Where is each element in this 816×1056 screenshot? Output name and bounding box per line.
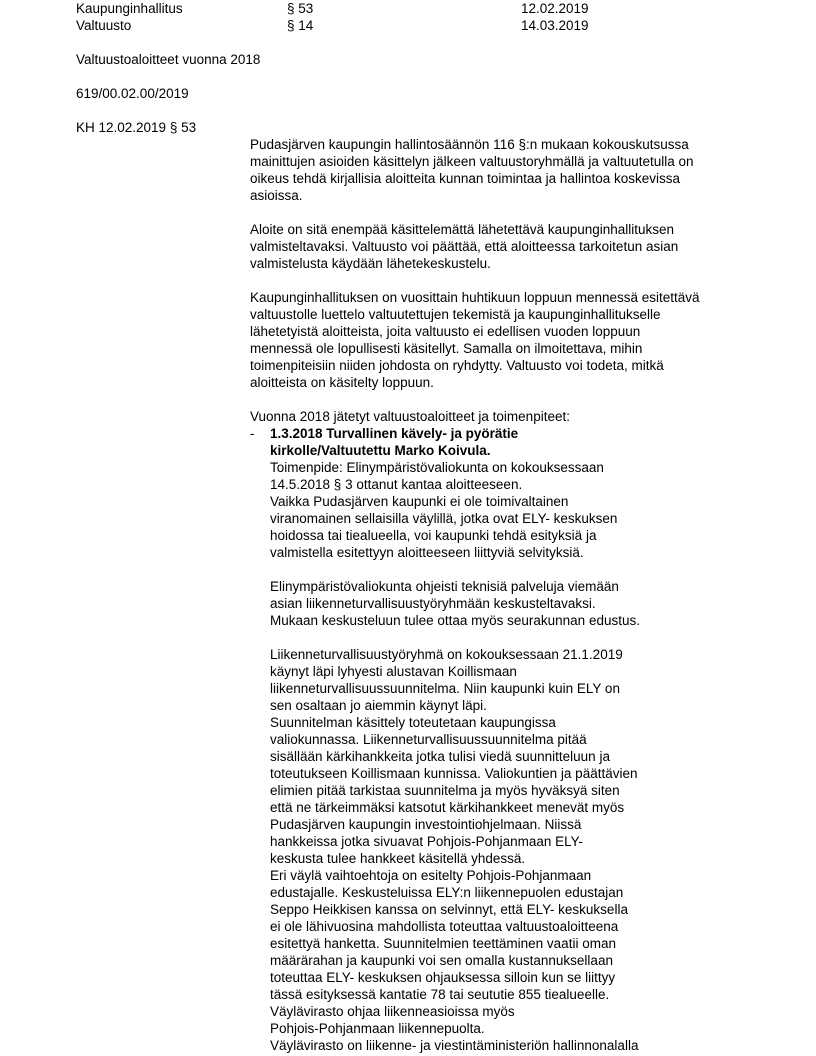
header-body: Valtuusto — [76, 18, 132, 33]
list-item-paragraph: Elinympäristövaliokunta ohjeisti teknisiä palveluja viemään asian liikenneturvallisuustyöryhmään keskusteltavaksi. Mukaan keskusteluun tulee ottaa myös seurakunnan edustus. — [270, 579, 640, 628]
header-row — [76, 0, 776, 17]
header-row — [76, 17, 776, 34]
list-bullet: - — [250, 426, 255, 441]
document-title: Valtuustoaloitteet vuonna 2018 — [76, 52, 261, 67]
list-item-paragraph: Toimenpide: Elinympäristövaliokunta on kokouksessaan 14.5.2018 § 3 ottanut kantaa aloitteeseen. Vaikka Pudasjärven kaupunki ei ole toimivaltainen viranomainen sellaisilla väylillä, jotka ovat ELY- keskuksen hoidossa tai tiealueella, voi kaupunki tehdä esityksiä ja valmistella esitettyyn aloitteeseen liittyviä selvityksiä. — [270, 460, 618, 560]
list-item-paragraph: Liikenneturvallisuustyöryhmä on kokouksessaan 21.1.2019 käynyt läpi lyhyesti alustavan Koillismaan liikenneturvallisuussuunnitelma. Niin kaupunki kuin ELY on sen osaltaan jo aiemmin käynyt läpi. Suunnitelman käsittely toteutetaan kaupungissa valiokunnassa. Liikenneturvallisuussuunnitelma pitää sisällään kärkihankkeita jotka tulisi viedä suunnitteluun ja toteutukseen Koillismaan kunnissa. Valiokuntien ja päättävien elimien pitää tarkistaa suunnitelma ja myös hyväksyä siten että ne tärkeimmäksi katsotut kärkihankkeet menevät myös Pudasjärven kaupungin investointiohjelmaan. Niissä hankkeissa jotka sivuavat Pohjois-Pohjanmaan ELY- keskusta tulee hankkeet käsitellä yhdessä. Eri väylä vaihtoehtoja on esitelty Pohjois-Pohjanmaan edustajalle. Keskusteluissa ELY:n liikennepuolen edustajan Seppo Heikkisen kanssa on selvinnyt, että ELY- keskuksella ei ole lähivuosina mahdollista toteuttaa valtuustoaloitteena esitettyä hanketta. Suunnitelmien teettäminen vaatii oman määrärahan ja kaupunki voi sen omalla kustannuksellaan toteuttaa ELY- keskuksen ohjauksessa silloin kun se liittyy tässä esityksessä kantatie 78 tai seututie 855 tiealueelle. Väylävirasto ohjaa liikenneasioissa myös Pohjois-Pohjanmaan liikennepuolta. Väylävirasto on liikenne- ja viestintäministeriön hallinnonalalla — [270, 647, 639, 1053]
header-section: § 14 — [287, 18, 314, 33]
list-item-body — [270, 459, 770, 1054]
list-intro: Vuonna 2018 jätetyt valtuustoaloitteet ja toimenpiteet: — [250, 409, 570, 424]
paragraph: Aloite on sitä enempää käsittelemättä lähetettävä kaupunginhallituksen valmisteltavaksi. Valtuusto voi päättää, että aloitteessa tarkoitetun asian valmistelusta käydään lähetekeskustelu. — [250, 222, 679, 271]
meeting-reference: KH 12.02.2019 § 53 — [76, 120, 197, 135]
list-item-title: 1.3.2018 Turvallinen kävely- ja pyörätie kirkolle/Valtuutettu Marko Koivula. — [270, 426, 519, 458]
record-id: 619/00.02.00/2019 — [76, 86, 189, 101]
header-body: Kaupunginhallitus — [76, 1, 183, 16]
header-date: 14.03.2019 — [521, 18, 589, 33]
paragraph: Kaupunginhallituksen on vuosittain huhtikuun loppuun mennessä esitettävä valtuustolle luettelo valtuutettujen tekemistä ja kaupunginhallitukselle lähetetyistä aloitteista, joita valtuusto ei edellisen vuoden loppuun mennessä ole lopullisesti käsitellyt. Samalla on ilmoitettava, mihin toimenpiteisiin niiden johdosta on ryhdytty. Valtuusto voi todeta, mitkä aloitteista on käsitelty loppuun. — [250, 290, 700, 390]
document-body — [250, 136, 770, 1054]
header-section: § 53 — [287, 1, 314, 16]
header-date: 12.02.2019 — [521, 1, 589, 16]
list-item — [250, 425, 770, 1054]
paragraph: Pudasjärven kaupungin hallintosäännön 116 §:n mukaan kokouskutsussa mainittujen asioiden käsittelyn jälkeen valtuustoryhmällä ja valtuutetulla on oikeus tehdä kirjallisia aloitteita kunnan toimintaa ja hallintoa koskevissa asioissa. — [250, 137, 694, 203]
